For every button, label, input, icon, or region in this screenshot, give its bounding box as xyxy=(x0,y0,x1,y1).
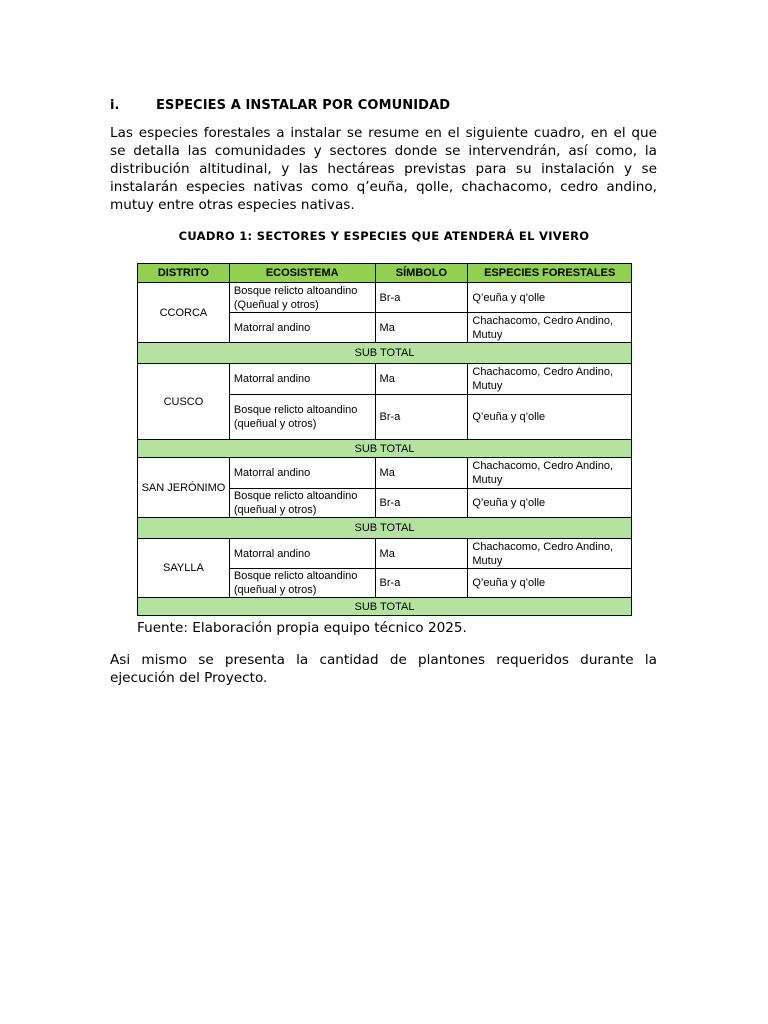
ecosistema-cell: Matorral andino xyxy=(229,539,375,569)
subtotal-cell: SUB TOTAL xyxy=(138,598,632,616)
closing-paragraph: Asi mismo se presenta la cantidad de plantones requeridos durante la ejecución del Proyecto. xyxy=(110,652,657,686)
intro-paragraph: Las especies forestales a instalar se resume en el siguiente cuadro, en el que se detalla las comunidades y sectores donde se intervendrán, así como, la distribución altitudinal, y las hectáreas previstas para su instalación y se instalarán especies nativas como q’euña, qolle, chachacomo, cedro andino, mutuy entre otras especies nativas. xyxy=(110,125,657,213)
ecosistema-cell: Matorral andino xyxy=(229,364,375,395)
header-distrito: DISTRITO xyxy=(138,264,230,283)
ecosistema-cell: Matorral andino xyxy=(229,313,375,343)
subtotal-cell: SUB TOTAL xyxy=(138,343,632,364)
simbolo-cell: Ma xyxy=(375,364,468,395)
simbolo-cell: Br-a xyxy=(375,283,468,313)
table-row xyxy=(138,283,632,313)
header-ecosistema: ECOSISTEMA xyxy=(229,264,375,283)
simbolo-cell: Br-a xyxy=(375,395,468,440)
species-table xyxy=(137,263,632,616)
header-simbolo: SÍMBOLO xyxy=(375,264,468,283)
header-especies: ESPECIES FORESTALES xyxy=(468,264,632,283)
especies-cell: Chachacomo, Cedro Andino, Mutuy xyxy=(468,364,632,395)
ecosistema-cell: Bosque relicto altoandino (Queñual y otros) xyxy=(229,283,375,313)
district-cell: CUSCO xyxy=(138,364,230,440)
subtotal-row xyxy=(138,598,632,616)
simbolo-cell: Br-a xyxy=(375,569,468,598)
subtotal-row xyxy=(138,518,632,539)
table-caption: CUADRO 1: SECTORES Y ESPECIES QUE ATENDERÁ EL VIVERO xyxy=(178,229,590,243)
especies-cell: Q’euña y q’olle xyxy=(468,395,632,440)
section-title: ESPECIES A INSTALAR POR COMUNIDAD xyxy=(156,98,451,113)
simbolo-cell: Ma xyxy=(375,313,468,343)
especies-cell: Chachacomo, Cedro Andino, Mutuy xyxy=(468,313,632,343)
district-cell: SAYLLA xyxy=(138,539,230,598)
subtotal-row xyxy=(138,343,632,364)
simbolo-cell: Ma xyxy=(375,458,468,489)
table-source: Fuente: Elaboración propia equipo técnico 2025. xyxy=(137,620,467,636)
especies-cell: Q’euña y q’olle xyxy=(468,569,632,598)
ecosistema-cell: Bosque relicto altoandino (queñual y otros) xyxy=(229,569,375,598)
especies-cell: Q’euña y q’olle xyxy=(468,283,632,313)
table-row xyxy=(138,539,632,569)
table-header-row xyxy=(138,264,632,283)
subtotal-row xyxy=(138,440,632,458)
table-row xyxy=(138,458,632,489)
ecosistema-cell: Bosque relicto altoandino (queñual y otros) xyxy=(229,489,375,518)
especies-cell: Chachacomo, Cedro Andino, Mutuy xyxy=(468,458,632,489)
subtotal-cell: SUB TOTAL xyxy=(138,440,632,458)
especies-cell: Chachacomo, Cedro Andino, Mutuy xyxy=(468,539,632,569)
district-cell: SAN JERÓNIMO xyxy=(138,458,230,518)
table-row xyxy=(138,364,632,395)
subtotal-cell: SUB TOTAL xyxy=(138,518,632,539)
especies-cell: Q’euña y q’olle xyxy=(468,489,632,518)
district-cell: CCORCA xyxy=(138,283,230,343)
ecosistema-cell: Matorral andino xyxy=(229,458,375,489)
section-heading xyxy=(110,98,450,113)
simbolo-cell: Ma xyxy=(375,539,468,569)
section-number: i. xyxy=(110,98,120,113)
simbolo-cell: Br-a xyxy=(375,489,468,518)
ecosistema-cell: Bosque relicto altoandino (queñual y otros) xyxy=(229,395,375,440)
